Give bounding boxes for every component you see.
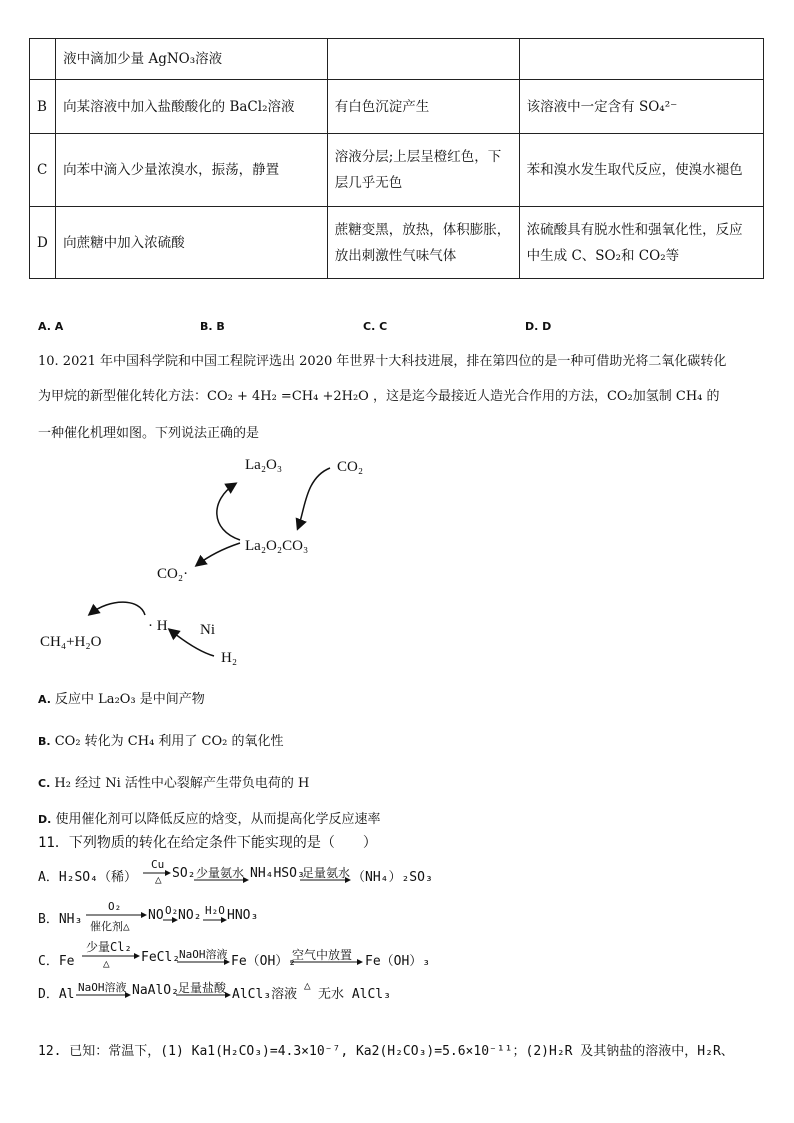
q10-stem-line3: 一种催化机理如图。下列说法正确的是 bbox=[38, 426, 260, 441]
operation-cell: 向苯中滴入少量浓溴水，振荡，静置 bbox=[56, 134, 328, 207]
condition: △ bbox=[103, 957, 110, 970]
product: NaAlO₂ bbox=[132, 983, 179, 998]
condition: 催化剂△ bbox=[90, 920, 130, 933]
row-label: C bbox=[30, 134, 56, 207]
operation-cell: 向某溶液中加入盐酸酸化的 BaCl₂溶液 bbox=[56, 80, 328, 134]
product: Fe（OH）₃ bbox=[365, 954, 431, 969]
product: HNO₃ bbox=[227, 908, 259, 923]
option-letter: C. bbox=[38, 777, 51, 790]
phenomenon-cell: 有白色沉淀产生 bbox=[327, 80, 519, 134]
ni-label: Ni bbox=[200, 622, 215, 638]
condition: NaOH溶液 bbox=[179, 948, 228, 961]
product: NH₄HSO₃ bbox=[250, 866, 305, 881]
condition: △ bbox=[155, 873, 162, 886]
h2-label: H₂ bbox=[221, 650, 238, 666]
q9-option-c[interactable]: C. C bbox=[363, 320, 388, 333]
product: （NH₄）₂SO₃ bbox=[352, 870, 433, 885]
conclusion-cell: 该溶液中一定含有 SO₄²⁻ bbox=[519, 80, 763, 134]
reagent: C．Fe bbox=[38, 954, 75, 969]
condition: 足量氨水 bbox=[302, 866, 351, 880]
product: Fe（OH）₂ bbox=[231, 954, 297, 969]
product: AlCl₃溶液 bbox=[232, 987, 298, 1002]
product: NO₂ bbox=[178, 908, 202, 923]
product: FeCl₂ bbox=[141, 950, 181, 965]
conclusion-cell: 浓硫酸具有脱水性和强氧化性，反应中生成 C、SO₂和 CO₂等 bbox=[519, 207, 763, 279]
q11-stem: 11．下列物质的转化在给定条件下能实现的是（ ） bbox=[38, 835, 377, 851]
condition: O₂ bbox=[108, 900, 122, 913]
option-letter: B. bbox=[38, 735, 51, 748]
co2-label: CO₂ bbox=[337, 459, 364, 475]
option-letter: D. bbox=[38, 813, 52, 826]
condition: 足量盐酸 bbox=[178, 981, 227, 995]
condition: NaOH溶液 bbox=[78, 981, 127, 994]
q9-option-b[interactable]: B. B bbox=[200, 320, 225, 333]
la2o2co3-label: La₂O₂CO₃ bbox=[245, 538, 309, 554]
condition: △ bbox=[304, 979, 311, 992]
row-label: D bbox=[30, 207, 56, 279]
option-text: CO₂ 转化为 CH₄ 利用了 CO₂ 的氧化性 bbox=[54, 734, 284, 749]
phenomenon-cell: 溶液分层;上层呈橙红色，下层几乎无色 bbox=[327, 134, 519, 207]
reagent: A．H₂SO₄（稀） bbox=[38, 870, 137, 885]
q10-stem-line1: 10. 2021 年中国科学院和中国工程院评选出 2020 年世界十大科技进展，排在第四位的是一种可借助光将二氧化碳转化 bbox=[38, 354, 727, 369]
operation-cell: 向蔗糖中加入浓硫酸 bbox=[56, 207, 328, 279]
reagent: D．Al bbox=[38, 987, 75, 1002]
condition: H₂O bbox=[205, 904, 225, 917]
operation-cell: 液中滴加少量 AgNO₃溶液 bbox=[56, 39, 328, 80]
condition: 空气中放置 bbox=[292, 948, 353, 962]
la2o3-label: La₂O₃ bbox=[245, 457, 283, 473]
product: SO₂ bbox=[172, 866, 196, 881]
condition: Cu bbox=[151, 858, 165, 871]
condition: O₂ bbox=[165, 904, 179, 917]
option-text: 使用催化剂可以降低反应的焓变，从而提高化学反应速率 bbox=[55, 812, 381, 827]
q9-option-a[interactable]: A. A bbox=[38, 320, 64, 333]
q9-option-d[interactable]: D. D bbox=[525, 320, 552, 333]
conclusion-cell: 苯和溴水发生取代反应，使溴水褪色 bbox=[519, 134, 763, 207]
option-letter: A. bbox=[38, 693, 51, 706]
condition: 少量氨水 bbox=[196, 866, 245, 880]
q10-stem-line2: 为甲烷的新型催化转化方法：CO₂ + 4H₂ =CH₄ +2H₂O ，这是迄今最接近人造光合作用的方法，CO₂加氢制 CH₄ 的 bbox=[38, 389, 720, 404]
product: NO bbox=[148, 908, 164, 923]
row-label: B bbox=[30, 80, 56, 134]
co2-radical-label: CO₂· bbox=[157, 566, 189, 582]
product: 无水 AlCl₃ bbox=[318, 987, 391, 1002]
condition: 少量Cl₂ bbox=[86, 940, 132, 954]
option-text: 反应中 La₂O₃ 是中间产物 bbox=[55, 692, 205, 707]
q12-stem: 12. 已知：常温下，(1) Ka1(H₂CO₃)=4.3×10⁻⁷, Ka2(H₂CO₃)=5.6×10⁻¹¹；(2)H₂R 及其钠盐的溶液中，H₂R、 bbox=[38, 1044, 734, 1059]
phenomenon-cell: 蔗糖变黑，放热，体积膨胀，放出刺激性气味气体 bbox=[327, 207, 519, 279]
h-radical-label: · H bbox=[148, 618, 168, 634]
products-label: CH₄+H₂O bbox=[40, 634, 102, 650]
option-text: H₂ 经过 Ni 活性中心裂解产生带负电荷的 H bbox=[54, 776, 310, 791]
reagent: B．NH₃ bbox=[38, 912, 83, 927]
